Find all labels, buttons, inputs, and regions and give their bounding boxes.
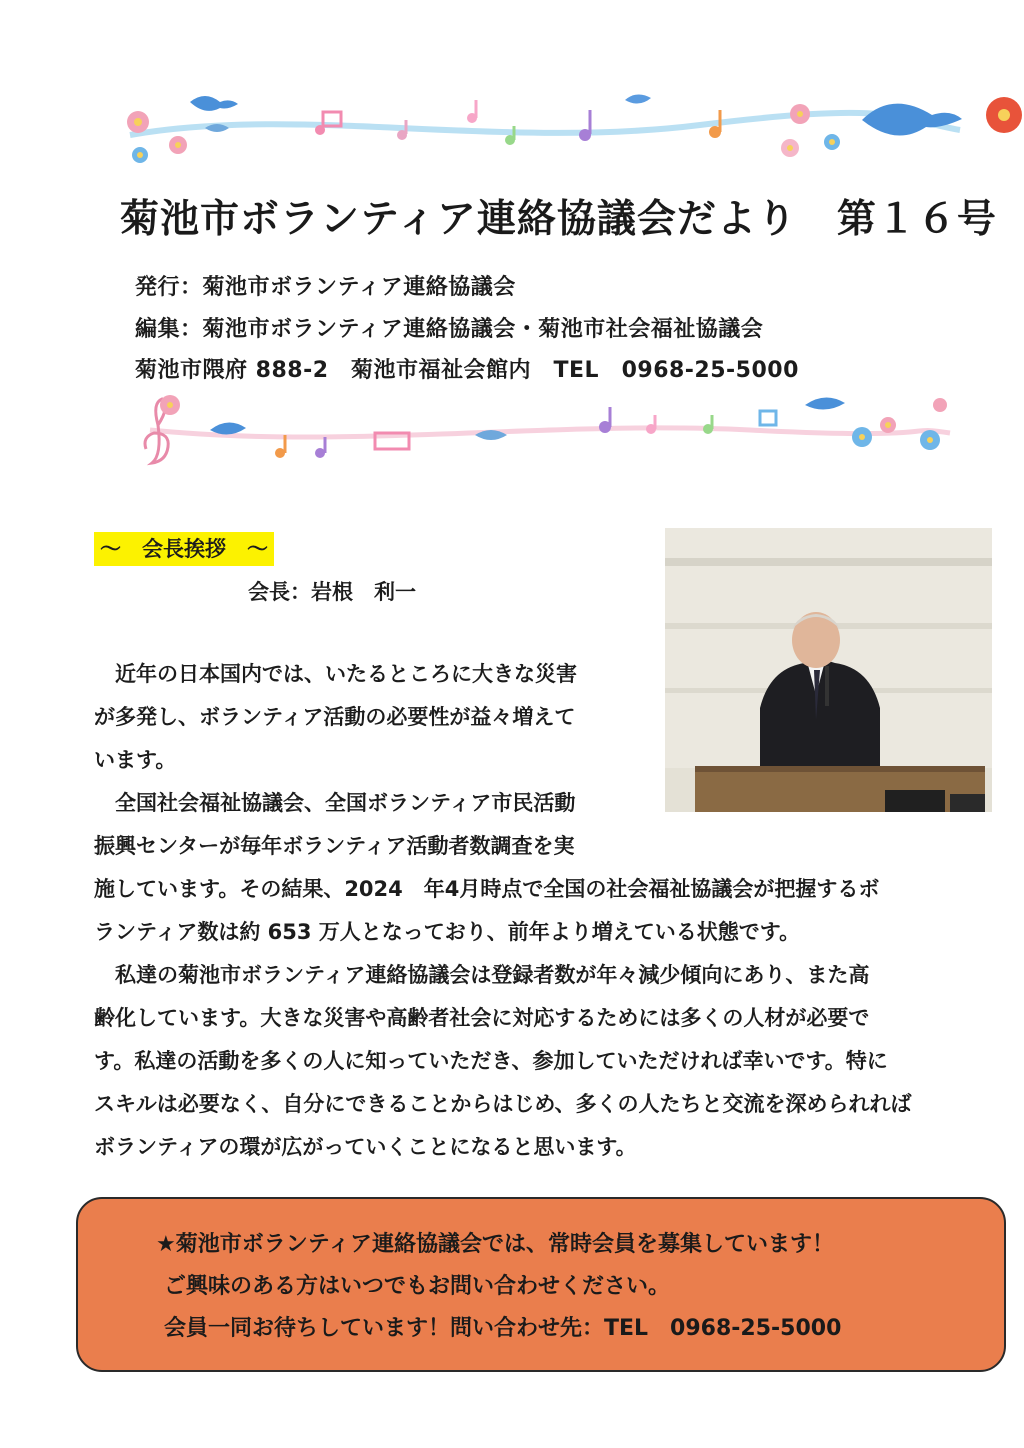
- bird-icon: [805, 397, 845, 409]
- greeting-line: ランティア数は約 653 万人となっており、前年より増えている状態です。: [94, 920, 801, 944]
- greeting-line: 齢化しています。大きな災害や高齢者社会に対応するためには多くの人材が必要で: [94, 1006, 870, 1030]
- greeting-line: います。: [94, 748, 177, 772]
- flower-icon: [160, 395, 180, 415]
- notice-line-contact: 会員一同お待ちしています！問い合わせ先：TEL 0968-25-5000: [164, 1316, 842, 1341]
- editor-line: 編集：菊池市ボランティア連絡協議会・菊池市社会福祉協議会: [135, 317, 764, 342]
- music-note-icon: [467, 100, 477, 123]
- music-note-icon: [646, 415, 656, 434]
- flower-icon: [790, 104, 810, 124]
- music-note-icon: [579, 110, 591, 141]
- bottom-decoration-banner: [0, 385, 1024, 475]
- greeting-line: 全国社会福祉協議会、全国ボランティア市民活動: [94, 791, 576, 815]
- flower-icon: [986, 97, 1022, 133]
- flower-icon: [132, 147, 148, 163]
- greeting-line: 近年の日本国内では、いたるところに大きな災害: [94, 662, 577, 686]
- notice-line-recruit: ★菊池市ボランティア連絡協議会では、常時会員を募集しています！: [156, 1232, 834, 1257]
- greeting-line: 私達の菊池市ボランティア連絡協議会は登録者数が年々減少傾向にあり、また高: [94, 963, 870, 987]
- music-note-icon: [315, 437, 325, 458]
- greeting-line: 振興センターが毎年ボランティア活動者数調査を実: [94, 834, 575, 858]
- bird-icon: [862, 104, 962, 136]
- membership-notice-box: [76, 1197, 1006, 1372]
- flower-icon: [852, 427, 872, 447]
- music-note-icon: [703, 415, 713, 434]
- flower-icon: [824, 134, 840, 150]
- publisher-line: 発行：菊池市ボランティア連絡協議会: [135, 275, 516, 300]
- section-heading-greeting: ～ 会長挨拶 ～: [94, 532, 274, 566]
- chairman-name: 会長：岩根 利一: [248, 580, 416, 604]
- greeting-line: ボランティアの環が広がっていくことになると思います。: [94, 1135, 637, 1159]
- chairman-photo: [665, 528, 992, 812]
- flower-icon: [169, 136, 187, 154]
- greeting-line: す。私達の活動を多くの人に知っていただき、参加していただければ幸いです。特に: [94, 1049, 888, 1073]
- greeting-text-narrow: [94, 653, 654, 868]
- flower-icon: [933, 398, 947, 412]
- music-note-icon: [505, 126, 515, 145]
- flower-icon: [920, 430, 940, 450]
- music-note-icon: [599, 407, 611, 433]
- flower-icon: [781, 139, 799, 157]
- music-note-icon: [760, 411, 776, 425]
- ribbon-bottom: [150, 428, 950, 437]
- top-decoration-banner: [0, 80, 1024, 170]
- ribbon-top: [130, 113, 960, 135]
- newsletter-title: 菊池市ボランティア連絡協議会だより 第１６号: [120, 197, 997, 242]
- bird-icon: [190, 96, 238, 111]
- greeting-line: スキルは必要なく、自分にできることからはじめ、多くの人たちと交流を深められれば: [94, 1092, 912, 1116]
- greeting-line: が多発し、ボランティア活動の必要性が益々増えて: [94, 705, 576, 729]
- bird-icon: [625, 94, 651, 103]
- address-line: 菊池市隈府 888-2 菊池市福祉会館内 TEL 0968-25-5000: [135, 358, 799, 383]
- greeting-line: 施しています。その結果、2024 年4月時点で全国の社会福祉協議会が把握するボ: [94, 877, 880, 901]
- flower-icon: [127, 111, 149, 133]
- greeting-text-wide: [94, 868, 999, 1169]
- notice-line-inquiry: ご興味のある方はいつでもお問い合わせください。: [164, 1274, 671, 1299]
- flower-icon: [880, 417, 896, 433]
